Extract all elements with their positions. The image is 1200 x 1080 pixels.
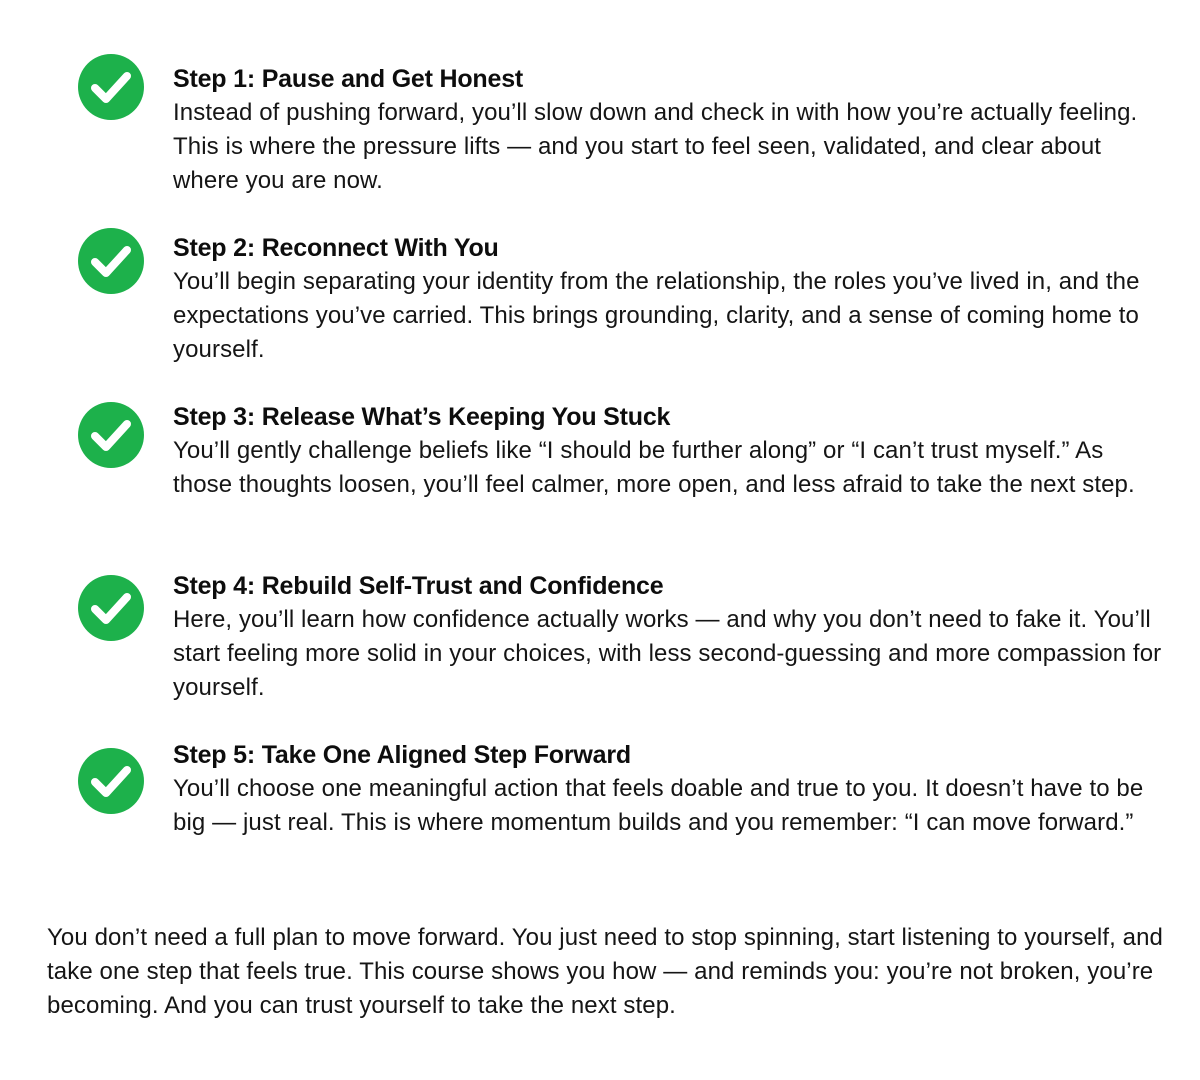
checkmark-circle-icon <box>78 748 144 814</box>
step-description: Here, you’ll learn how confidence actually works — and why you don’t need to fake it. You’ll start feeling more solid in your choices, with less second-guessing and more compassion for yourself. <box>173 606 1162 701</box>
checkmark-circle-icon <box>78 402 144 468</box>
step-title: Step 3: Release What’s Keeping You Stuck <box>173 403 671 431</box>
checkmark-circle-icon <box>78 228 144 294</box>
checkmark-circle-icon <box>78 54 144 120</box>
checkmark-circle-icon <box>78 575 144 641</box>
step-content <box>173 738 1163 840</box>
step-title: Step 4: Rebuild Self-Trust and Confidence <box>173 572 664 600</box>
step-description: Instead of pushing forward, you’ll slow down and check in with how you’re actually feeling. This is where the pressure lifts — and you start to feel seen, validated, and clear about where you are now. <box>173 99 1138 194</box>
step-content <box>173 62 1163 198</box>
step-content <box>173 231 1163 367</box>
step-title: Step 2: Reconnect With You <box>173 234 499 262</box>
step-description: You’ll gently challenge beliefs like “I should be further along” or “I can’t trust myself.” As those thoughts loosen, you’ll feel calmer, more open, and less afraid to take the next step. <box>173 437 1135 498</box>
step-content <box>173 569 1163 705</box>
step-description: You’ll choose one meaningful action that feels doable and true to you. It doesn’t have to be big — just real. This is where momentum builds and you remember: “I can move forward.” <box>173 775 1144 836</box>
closing-paragraph: You don’t need a full plan to move forward. You just need to stop spinning, start listening to yourself, and take one step that feels true. This course shows you how — and reminds you: you’re not broken, you’re becoming. And you can trust yourself to take the next step. <box>47 924 1163 1019</box>
step-content <box>173 400 1163 502</box>
step-title: Step 5: Take One Aligned Step Forward <box>173 741 631 769</box>
step-description: You’ll begin separating your identity from the relationship, the roles you’ve lived in, and the expectations you’ve carried. This brings grounding, clarity, and a sense of coming home to yourself. <box>173 268 1140 363</box>
step-title: Step 1: Pause and Get Honest <box>173 65 524 93</box>
